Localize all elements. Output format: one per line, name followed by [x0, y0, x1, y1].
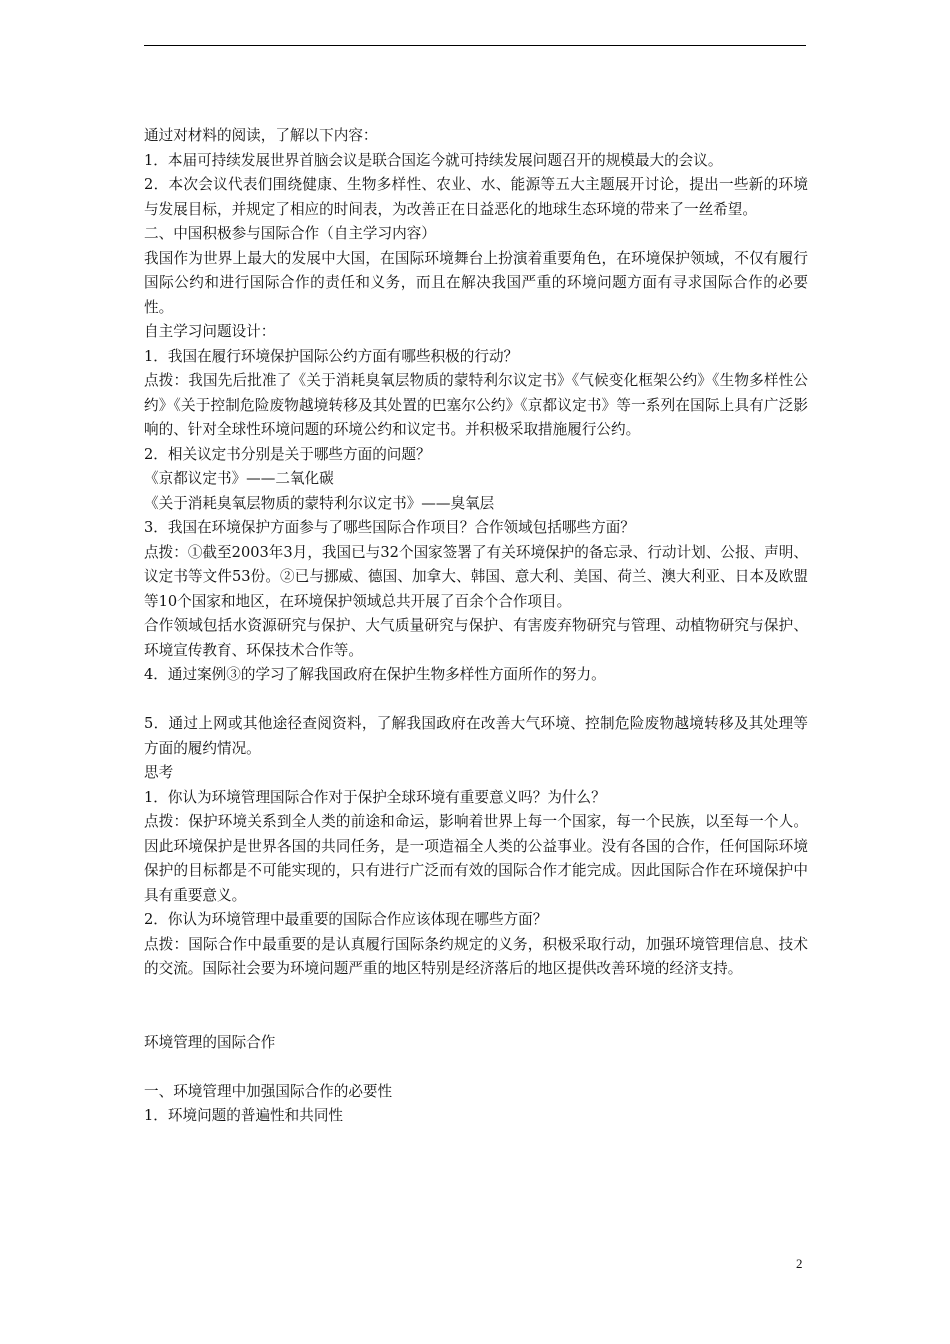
- paragraph: 《关于消耗臭氧层物质的蒙特利尔议定书》——臭氧层: [144, 494, 495, 512]
- question: 1．我国在履行环境保护国际公约方面有哪些积极的行动？: [144, 347, 519, 365]
- question: 2．你认为环境管理中最重要的国际合作应该体现在哪些方面？: [144, 911, 548, 928]
- answer: 点拨：保护环境关系到全人类的前途和命运，影响着世界上每一个国家，每一个民族，以至每一个人。因此环境保护是世界各国的共同任务，是一项造福全人类的公益事业。没有各国的合作，任何国际环境保护的目标都是不可能实现的，只有进行广泛而有效的国际合作才能完成。因此国际合作在环境保护中具有重要意义。: [144, 813, 808, 904]
- paragraph: 《京都议定书》——二氧化碳: [144, 470, 334, 487]
- answer: 点拨：①截至2003年3月，我国已与32个国家签署了有关环境保护的备忘录、行动计划、公报、声明、议定书等文件53份。②已与挪威、德国、加拿大、韩国、意大利、美国、荷兰、澳大利亚、日本及欧盟等10个国家和地区，在环境保护领域总共开展了百余个合作项目。: [144, 543, 808, 610]
- question: 2．相关议定书分别是关于哪些方面的问题？: [144, 445, 431, 463]
- paragraph: 合作领域包括水资源研究与保护、大气质量研究与保护、有害废弃物研究与管理、动植物研究与保护、环境宣传教育、环保技术合作等。: [144, 617, 808, 659]
- blank-line: [144, 982, 808, 1007]
- question: 4．通过案例③的学习了解我国政府在保护生物多样性方面所作的努力。: [144, 666, 606, 683]
- paragraph: 1．本届可持续发展世界首脑会议是联合国迄今就可持续发展问题召开的规模最大的会议。: [144, 151, 723, 169]
- paragraph: 我国作为世界上最大的发展中大国，在国际环境舞台上扮演着重要角色，在环境保护领域，不仅有履行国际公约和进行国际合作的责任和义务，而且在解决我国严重的环境问题方面有寻求国际合作的必要性。: [144, 249, 808, 316]
- section-heading: 二、中国积极参与国际合作（自主学习内容）: [144, 225, 436, 242]
- blank-line: [144, 688, 808, 713]
- blank-line: [144, 1055, 808, 1080]
- page-number: 2: [796, 1256, 803, 1271]
- paragraph: 通过对材料的阅读，了解以下内容：: [144, 127, 378, 144]
- answer: 点拨：国际合作中最重要的是认真履行国际条约规定的义务，积极采取行动，加强环境管理信息、技术的交流。国际社会要为环境问题严重的地区特别是经济落后的地区提供改善环境的经济支持。: [144, 935, 808, 977]
- section-title: 环境管理的国际合作: [144, 1033, 276, 1051]
- header-rule: [144, 45, 806, 46]
- question: 1．你认为环境管理国际合作对于保护全球环境有重要意义吗？为什么？: [144, 788, 606, 806]
- paragraph: 1．环境问题的普遍性和共同性: [144, 1107, 344, 1124]
- question: 5．通过上网或其他途径查阅资料，了解我国政府在改善大气环境、控制危险废物越境转移及其处理等方面的履约情况。: [144, 715, 808, 757]
- answer: 点拨：我国先后批准了《关于消耗臭氧层物质的蒙特利尔议定书》《气候变化框架公约》《生物多样性公约》《关于控制危险废物越境转移及其处置的巴塞尔公约》《京都议定书》等一系列在国际上具有广泛影响的、针对全球性环境问题的环境公约和议定书。并积极采取措施履行公约。: [144, 372, 808, 438]
- document-body: [144, 124, 808, 1129]
- paragraph: 2．本次会议代表们围绕健康、生物多样性、农业、水、能源等五大主题展开讨论，提出一些新的环境与发展目标，并规定了相应的时间表，为改善正在日益恶化的地球生态环境的带来了一丝希望。: [144, 176, 808, 218]
- question: 3．我国在环境保护方面参与了哪些国际合作项目？合作领域包括哪些方面？: [144, 519, 635, 536]
- blank-line: [144, 1006, 808, 1031]
- section-heading: 思考: [144, 764, 174, 781]
- section-heading: 一、环境管理中加强国际合作的必要性: [144, 1082, 393, 1100]
- paragraph: 自主学习问题设计：: [144, 323, 276, 340]
